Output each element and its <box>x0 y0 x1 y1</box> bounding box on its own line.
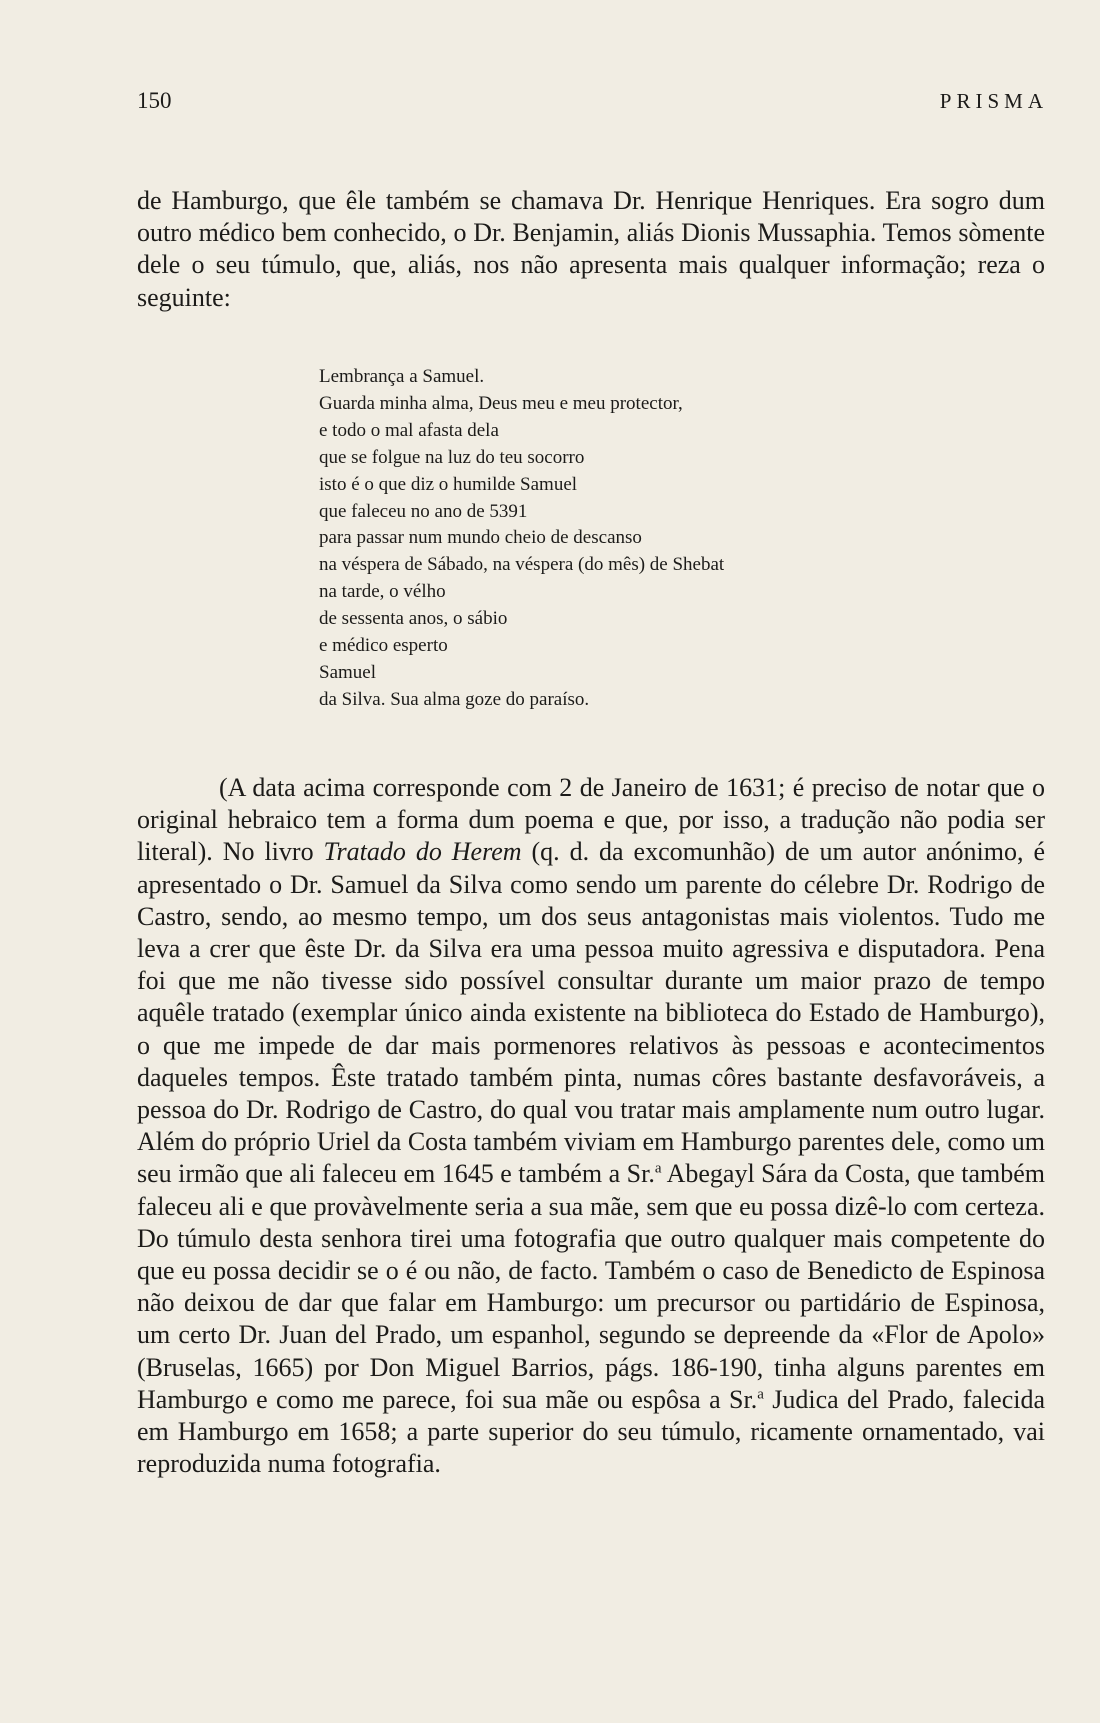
paragraph-intro: de Hamburgo, que êle também se chamava Dr. Henrique Henriques. Era sogro dum outro médico bem conhecido, o Dr. Benjamin, aliás Dionis Mussaphia. Temos sòmente dele o seu túmulo, que, aliás, nos não apresenta mais qualquer informação; reza o seguinte: <box>137 186 1045 312</box>
epitaph-line: para passar num mundo cheio de descanso <box>319 527 642 549</box>
epitaph-line: e todo o mal afasta dela <box>319 419 499 441</box>
page-header <box>137 88 1048 114</box>
epitaph-line: Samuel <box>319 661 376 683</box>
paragraph-commentary <box>137 772 1045 1480</box>
text-segment: (A data acima corresponde com 2 de Janeiro de 1631; é preciso de notar que o original hebraico tem a forma dum poema e que, por isso, a tradução não podia ser literal). No livro <box>137 773 1045 867</box>
text-segment: (q. d. da excomunhão) de um autor anónimo, é apresentado o Dr. Samuel da Silva como sendo um parente do célebre Dr. Rodrigo de Castro, sendo, ao mesmo tempo, um dos seus antagonistas mais violentos. Tudo me leva a crer que êste Dr. da Silva era uma pessoa muito agressiva e disputadora. Pena foi que me não tivesse sido possível consultar durante um maior prazo de tempo aquêle tratado (exemplar único ainda existente na biblioteca do Estado de Hamburgo), o que me impede de dar mais pormenores relativos às pessoas e acontecimentos daqueles tempos. Êste tratado também pinta, numas côres bastante desfavoráveis, a pessoa do Dr. Rodrigo de Castro, do qual vou tratar mais amplamente num outro lugar. Além do próprio Uriel da Costa também viviam em Hamburgo parentes dele, como um seu irmão que ali faleceu em 1645 e também a Sr. <box>137 837 1045 1189</box>
text-segment: Judica del Prado, falecida em Hamburgo em 1658; a parte superior do seu túmulo, ricamente ornamentado, vai reproduzida numa fotografia. <box>137 1384 1046 1479</box>
epitaph-line: e médico esperto <box>319 635 448 657</box>
epitaph-line: na tarde, o vélho <box>319 581 446 603</box>
epitaph-line: Lembrança a Samuel. <box>319 366 485 387</box>
epitaph-line: que faleceu no ano de 5391 <box>319 500 528 522</box>
epitaph-translation <box>319 364 724 714</box>
epitaph-line: que se folgue na luz do teu socorro <box>319 446 585 468</box>
epitaph-line: de sessenta anos, o sábio <box>319 608 508 630</box>
epitaph-line: Guarda minha alma, Deus meu e meu protector, <box>319 392 683 414</box>
epitaph-line: da Silva. Sua alma goze do paraíso. <box>319 688 590 710</box>
page-number: 150 <box>137 88 172 113</box>
book-title: Tratado do Herem <box>323 837 522 867</box>
epitaph-line: isto é o que diz o humilde Samuel <box>319 473 578 495</box>
text-segment: Abegayl Sára da Costa, que também faleceu ali e que provàvelmente seria a sua mãe, sem que eu possa dizê-lo com certeza. Do túmulo desta senhora tirei uma fotografia que outro qualquer mais competente do que eu possa decidir se o é ou não, de facto. Também o caso de Benedicto de Espinosa não deixou de dar que falar em Hamburgo: um precursor ou partidário de Espinosa, um certo Dr. Juan del Prado, um espanhol, segundo se depreende da «Flor de Apolo» (Bruselas, 1665) por Don Miguel Barrios, págs. 186-190, tinha alguns parentes em Hamburgo e como me parece, foi sua mãe ou espôsa a Sr. <box>137 1159 1045 1414</box>
superscript: a <box>757 1386 764 1403</box>
running-head: PRISMA <box>939 89 1048 113</box>
epitaph-line: na véspera de Sábado, na véspera (do mês) de Shebat <box>319 554 725 576</box>
superscript: a <box>654 1160 662 1177</box>
